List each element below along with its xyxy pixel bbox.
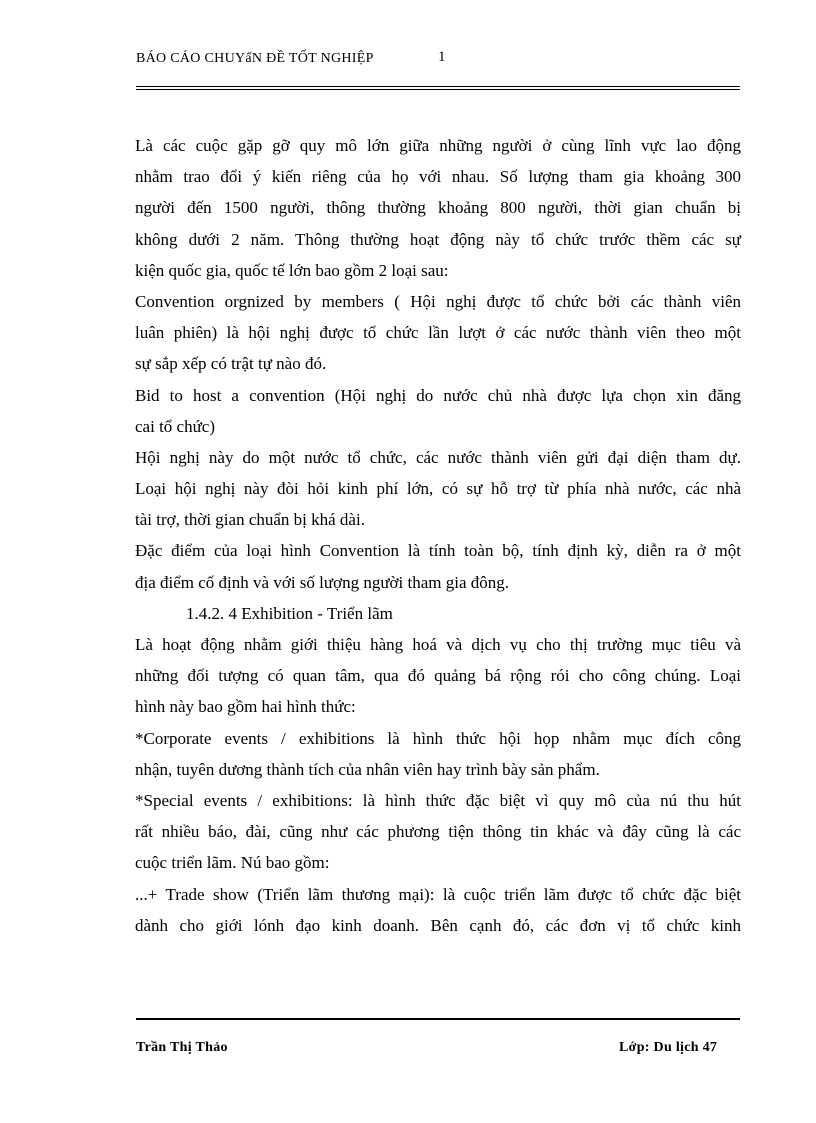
footer-author: Trần Thị Thảo	[136, 1040, 228, 1055]
paragraph-line: Loại hội nghị này đòi hỏi kinh phí lớn, có sự hỗ trợ từ phía nhà nước, các nhà	[135, 479, 741, 499]
paragraph-line: luân phiên) là hội nghị được tổ chức lần lượt ở các nước thành viên theo một	[135, 323, 741, 343]
paragraph-line: không dưới 2 năm. Thông thường hoạt động này tổ chức trước thềm các sự	[135, 229, 741, 249]
header-rule-top	[136, 86, 740, 87]
paragraph-line: kiện quốc gia, quốc tế lớn bao gồm 2 loại sau:	[135, 260, 449, 280]
header-rule-bottom	[136, 89, 740, 90]
section-heading: 1.4.2. 4 Exhibition - Triển lãm	[186, 603, 393, 623]
header-page-number: 1	[438, 49, 446, 65]
paragraph-line: Hội nghị này do một nước tổ chức, các nước thành viên gửi đại diện tham dự.	[135, 447, 741, 467]
paragraph-line: địa điểm cố định và với số lượng người tham gia đông.	[135, 572, 510, 592]
paragraph-line: sự sắp xếp có trật tự nào đó.	[135, 354, 327, 374]
paragraph-line: cuộc triển lãm. Nú bao gồm:	[135, 853, 330, 873]
paragraph-line: những đối tượng có quan tâm, qua đó quảng bá rộng rói cho công chúng. Loại	[135, 666, 741, 686]
paragraph-line: *Special events / exhibitions: là hình thức đặc biệt vì quy mô của nú thu hút	[135, 790, 741, 810]
paragraph-line: ...+ Trade show (Triển lãm thương mại): là cuộc triển lãm được tổ chức đặc biệt	[135, 884, 741, 904]
paragraph-line: Đặc điểm của loại hình Convention là tính toàn bộ, tính định kỳ, diễn ra ở một	[135, 541, 741, 561]
paragraph-line: *Corporate events / exhibitions là hình thức hội họp nhằm mục đích công	[135, 728, 741, 748]
paragraph-line: cai tổ chức)	[135, 416, 216, 436]
paragraph-line: rất nhiều báo, đài, cũng như các phương tiện thông tin khác và đây cũng là các	[135, 822, 741, 842]
footer-rule	[136, 1018, 740, 1020]
paragraph-line: hình này bao gồm hai hình thức:	[135, 697, 356, 717]
paragraph-line: tài trợ, thời gian chuẩn bị khá dài.	[135, 510, 365, 530]
paragraph-line: Bid to host a convention (Hội nghị do nước chủ nhà được lựa chọn xin đăng	[135, 385, 741, 405]
paragraph-line: người đến 1500 người, thông thường khoảng 800 người, thời gian chuẩn bị	[135, 198, 741, 218]
paragraph-line: nhận, tuyên dương thành tích của nhân viên hay trình bày sản phẩm.	[135, 759, 600, 779]
paragraph-line: nhằm trao đổi ý kiến riêng của họ với nhau. Số lượng tham gia khoảng 300	[135, 167, 741, 187]
body-text	[135, 130, 741, 941]
paragraph-line: Convention orgnized by members ( Hội nghị được tổ chức bởi các thành viên	[135, 291, 741, 311]
page-header	[136, 47, 740, 71]
footer-class: Lớp: Du lịch 47	[619, 1040, 718, 1055]
paragraph-line: Là các cuộc gặp gỡ quy mô lớn giữa những người ở cùng lĩnh vực lao động	[135, 136, 741, 155]
header-title: BÁO CÁO CHUYấN ĐỀ TỐT NGHIỆP	[136, 51, 374, 66]
paragraph-line: Là hoạt động nhằm giới thiệu hàng hoá và dịch vụ cho thị trường mục tiêu và	[135, 635, 741, 654]
paragraph-line: dành cho giới lónh đạo kinh doanh. Bên cạnh đó, các đơn vị tổ chức kinh	[135, 915, 741, 935]
